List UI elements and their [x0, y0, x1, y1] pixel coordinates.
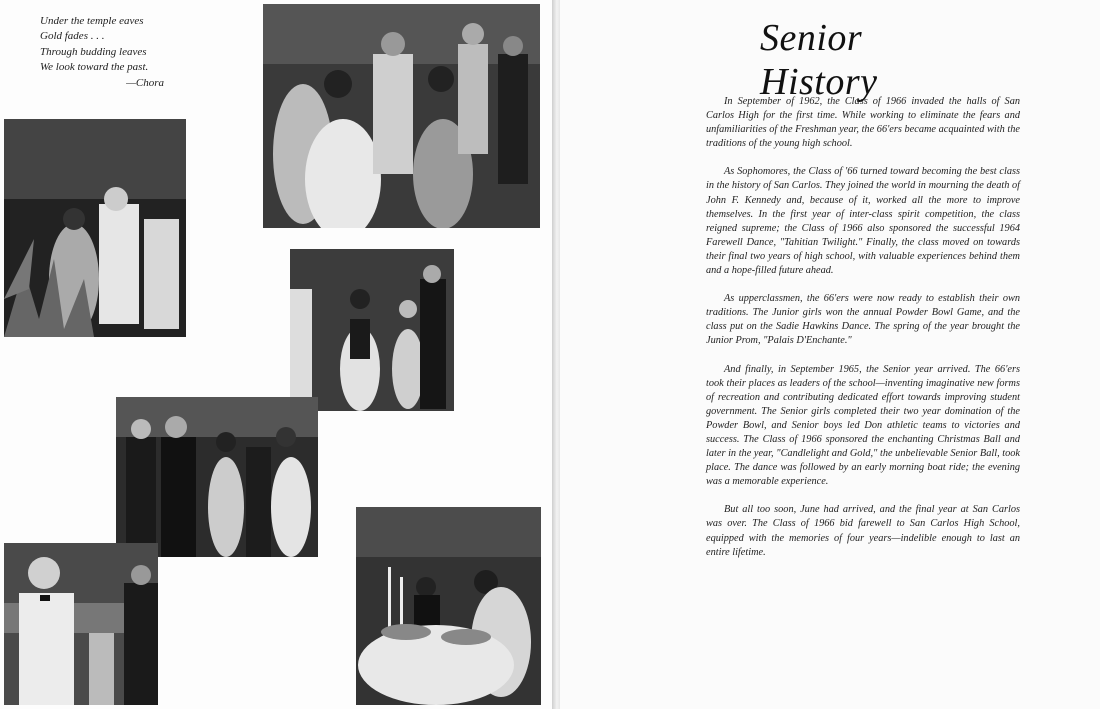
poem-line: Gold fades . . .: [40, 30, 105, 43]
poem-line: We look toward the past.: [40, 61, 149, 74]
poem-attribution: —Chora: [126, 76, 164, 89]
page-title: Senior History: [760, 17, 878, 103]
poem: [40, 14, 180, 91]
history-paragraph: In September of 1962, the Class of 1966 invaded the halls of San Carlos High for the first time. While working to eliminate the fears and unfamiliarities of the Freshman year, the 66'ers became acquainted with the traditions of the young high school.: [706, 96, 1020, 150]
history-paragraph: As upperclassmen, the 66'ers were now ready to establish their own traditions. The Junior girls won the annual Powder Bowl Game, and the class put on the Sadie Hawkins Dance. The spring of the year brought the Junior Prom, "Palais D'Enchante.": [706, 293, 1020, 347]
photo-white-jacket-guest: [4, 543, 158, 705]
history-paragraph: And finally, in September 1965, the Senior year arrived. The 66'ers took their places as leaders of the school—inventing imaginative new forms of recreation and contributing dedicated effort towards improving student government. The Senior girls completed their two year domination of the Powder Bowl, and Senior boys led Don athletic teams to victories and success. The Class of 1966 sponsored the enchanting Christmas Ball and later in the year, "Candlelight and Gold," the unbelievable Senior Ball, took place. The dance was followed by an early morning boat ride; the evening was a memorable experience.: [706, 363, 1020, 488]
history-text: [706, 95, 1020, 574]
photo-candlelit-table: [356, 507, 541, 705]
photo-receiving-line: [116, 397, 318, 557]
history-paragraph: As Sophomores, the Class of '66 turned toward becoming the best class in the history of San Carlos. They joined the world in mourning the death of John F. Kennedy and, because of it, worked all the more to improve themselves. In the first year of inter-class spirit competition, the class reigned supreme; the Class of 1966 also sponsored the successful 1964 Farewell Dance, "Tahitian Twilight." Finally, the class moved on towards their final two years of high school, with valuable experiences behind them and a hope-filled future ahead.: [706, 166, 1020, 277]
photo-dance-couples-left: [4, 119, 186, 337]
poem-line: Under the temple eaves: [40, 15, 144, 27]
photo-dance-pair-center: [290, 249, 454, 411]
page-gutter: [552, 0, 560, 709]
history-paragraph: But all too soon, June had arrived, and the final year at San Carlos was over. The Class of 1966 bid farewell to San Carlos High School, equipped with the memories of four years—indelible enough to last an entire lifetime.: [706, 504, 1020, 558]
poem-line: Through budding leaves: [40, 45, 147, 58]
photo-dance-crowd-top: [263, 4, 540, 228]
